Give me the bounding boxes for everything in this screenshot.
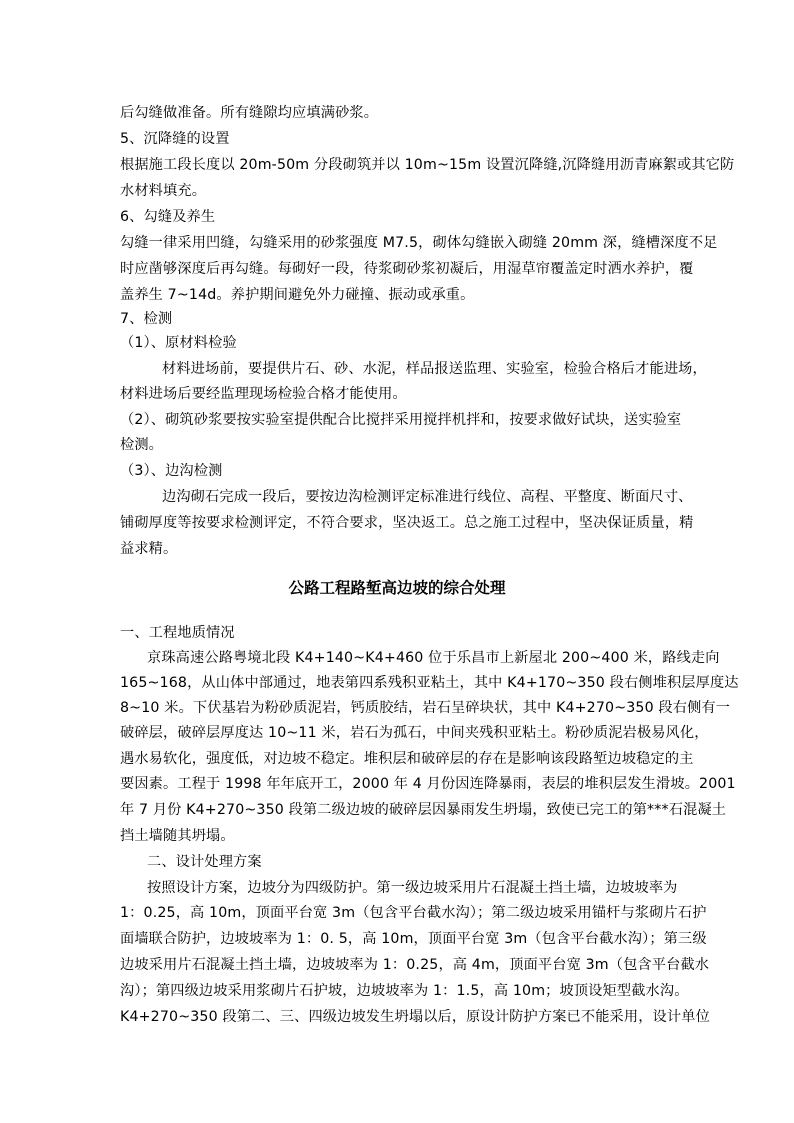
text-line: 盖养生 7~14d。养护期间避免外力碰撞、振动或承重。 xyxy=(120,287,475,303)
text-line: 挡土墙随其坍塌。 xyxy=(120,828,235,844)
text-line: 要因素。工程于 1998 年年底开工，2000 年 4 月份因连降暴雨，表层的堆积层发生滑坡。2001 xyxy=(120,776,736,792)
text-line: 按照设计方案，边坡分为四级防护。第一级边坡采用片石混凝土挡土墙，边坡坡率为 xyxy=(147,880,678,896)
section-heading: 5、沉降缝的设置 xyxy=(120,131,230,147)
text-line: 面墙联合防护，边坡坡率为 1：0. 5，高 10m，顶面平台宽 3m（包含平台截水沟）；第三级 xyxy=(120,931,707,947)
text-line: 遇水易软化，强度低，对边坡不稳定。堆积层和破碎层的存在是影响该段路堑边坡稳定的主 xyxy=(120,751,694,767)
section-heading: 7、检测 xyxy=(120,311,173,327)
section-heading: 二、设计处理方案 xyxy=(147,854,262,870)
text-line: 沟）；第四级边坡采用浆砌片石护坡，边坡坡率为 1：1.5，高 10m；坡顶设矩型截水沟。 xyxy=(120,983,689,999)
text-line: 边坡采用片石混凝土挡土墙，边坡坡率为 1：0.25，高 4m，顶面平台宽 3m（包含平台截水 xyxy=(120,957,710,973)
text-line: 1：0.25，高 10m，顶面平台宽 3m（包含平台截水沟）；第二级边坡采用锚杆与浆砌片石护 xyxy=(120,905,707,921)
text-line: 年 7 月份 K4+270~350 段第二级边坡的破碎层因暴雨发生坍塌，致使已完工的第***石混凝土 xyxy=(120,802,727,818)
text-line: 边沟砌石完成一段后，要按边沟检测评定标准进行线位、高程、平整度、断面尺寸、 xyxy=(162,489,693,505)
text-line: 勾缝一律采用凹缝，勾缝采用的砂浆强度 M7.5，砌体勾缝嵌入砌缝 20mm 深，缝槽深度不足 xyxy=(120,235,718,251)
text-line: 检测。 xyxy=(120,437,164,453)
text-line: 京珠高速公路粤境北段 K4+140~K4+460 位于乐昌市上新屋北 200~400 米，路线走向 xyxy=(147,650,720,666)
text-line: 材料进场后要经监理现场检验合格才能使用。 xyxy=(120,386,407,402)
text-line: 8~10 米。下伏基岩为粉砂质泥岩，钙质胶结，岩石呈碎块状，其中 K4+270~350 段右侧有一 xyxy=(120,700,731,716)
text-line: 破碎层，破碎层厚度达 10~11 米，岩石为孤石，中间夹残积亚粘土。粉砂质泥岩极易风化， xyxy=(120,725,709,741)
text-line: 后勾缝做准备。所有缝隙均应填满砂浆。 xyxy=(120,105,379,121)
text-line: 材料进场前，要提供片石、砂、水泥，样品报送监理、实验室，检验合格后才能进场， xyxy=(162,361,707,377)
text-line: 时应凿够深度后再勾缝。每砌好一段，待浆砌砂浆初凝后，用湿草帘覆盖定时洒水养护，覆 xyxy=(120,261,694,277)
article-title: 公路工程路堑高边坡的综合处理 xyxy=(288,579,506,597)
text-line: 165~168，从山体中部通过，地表第四系残积亚粘土，其中 K4+170~350 段右侧堆积层厚度达 xyxy=(120,675,739,691)
subsection-heading: （2）、砌筑砂浆要按实验室提供配合比搅拌采用搅拌机拌和，按要求做好试块，送实验室 xyxy=(120,412,682,428)
subsection-heading: （3）、边沟检测 xyxy=(120,463,223,479)
section-heading: 一、工程地质情况 xyxy=(120,625,235,641)
text-line: 铺砌厚度等按要求检测评定，不符合要求，坚决返工。总之施工过程中，坚决保证质量，精 xyxy=(120,515,694,531)
text-line: 根据施工段长度以 20m-50m 分段砌筑并以 10m~15m 设置沉降缝,沉降缝用沥青麻絮或其它防 xyxy=(120,157,735,173)
text-line: 益求精。 xyxy=(120,541,178,557)
text-line: 水材料填充。 xyxy=(120,183,207,199)
section-heading: 6、勾缝及养生 xyxy=(120,209,216,225)
subsection-heading: （1）、原材料检验 xyxy=(120,335,237,351)
text-line: K4+270~350 段第二、三、四级边坡发生坍塌以后，原设计防护方案已不能采用，设计单位 xyxy=(120,1009,710,1025)
